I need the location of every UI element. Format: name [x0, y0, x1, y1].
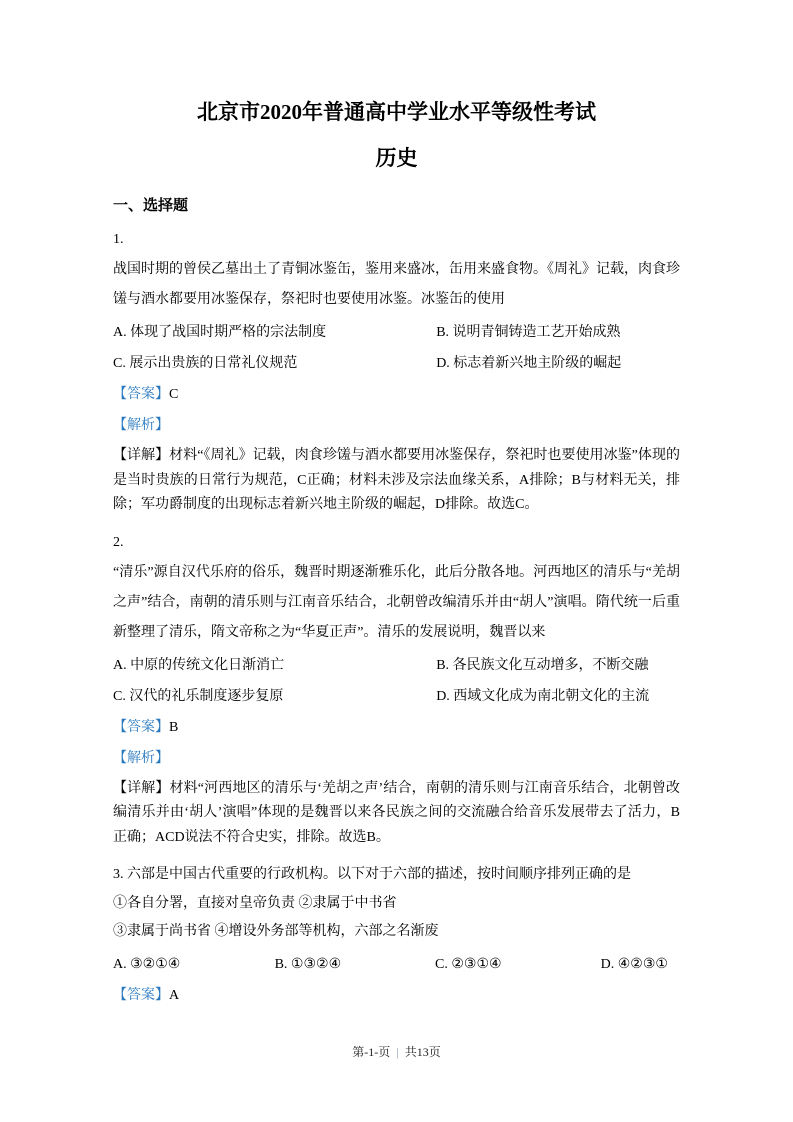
- answer-label: 【答案】: [113, 719, 169, 735]
- analysis-line: [113, 743, 680, 774]
- option-a: A. 中原的传统文化日渐消亡: [113, 657, 285, 673]
- option-d: D. 西域文化成为南北朝文化的主流: [436, 688, 650, 704]
- answer-line: [113, 980, 680, 1011]
- question-stem: “清乐”源自汉代乐府的俗乐，魏晋时期逐渐雅乐化，此后分散各地。河西地区的清乐与“羌胡之声”结合，南朝的清乐则与江南音乐结合，北朝曾改编清乐并由“胡人”演唱。隋代统一后重新整理了清乐，隋文帝称之为“华夏正声”。清乐的发展说明，魏晋以来: [113, 564, 680, 640]
- section-heading: 一、选择题: [113, 198, 189, 215]
- question-number: 2.: [113, 534, 124, 550]
- question-number: 1.: [113, 232, 124, 248]
- option-c: C. ②③①④: [435, 957, 502, 973]
- answer-label: 【答案】: [113, 387, 169, 403]
- answer-value: A: [169, 988, 180, 1004]
- answer-value: C: [169, 387, 179, 403]
- answer-label: 【答案】: [113, 988, 169, 1004]
- analysis-label: 【解析】: [113, 418, 169, 434]
- question-1: [113, 227, 680, 518]
- analysis-line: [113, 410, 680, 441]
- page-footer: [0, 1043, 793, 1060]
- question-3: [113, 860, 680, 1011]
- footer-separator: |: [396, 1045, 399, 1059]
- question-2: [113, 530, 680, 851]
- option-d: D. 标志着新兴地主阶级的崛起: [436, 356, 622, 372]
- footer-page-total: 共13页: [404, 1045, 441, 1059]
- option-b: B. ①③②④: [274, 957, 342, 973]
- answer-value: B: [169, 719, 179, 735]
- options-grid: [113, 949, 680, 980]
- answer-line: [113, 712, 680, 743]
- document-title: 北京市2020年普通高中学业水平等级性考试: [197, 100, 596, 124]
- option-a: A. 体现了战国时期严格的宗法制度: [113, 325, 327, 341]
- option-c: C. 汉代的礼乐制度逐步复原: [113, 688, 284, 704]
- document-subtitle: 历史: [375, 146, 418, 171]
- option-a: A. ③②①④: [113, 957, 181, 973]
- answer-line: [113, 379, 680, 410]
- options-grid: [113, 650, 680, 712]
- question-stem: 战国时期的曾侯乙墓出土了青铜冰鉴缶，鉴用来盛冰，缶用来盛食物。《周礼》记载，肉食珍馐与酒水都要用冰鉴保存，祭祀时也要使用冰鉴。冰鉴缶的使用: [113, 262, 680, 308]
- option-b: B. 各民族文化互动增多，不断交融: [436, 657, 649, 673]
- options-grid: [113, 317, 680, 379]
- analysis-label: 【解析】: [113, 750, 169, 766]
- option-c: C. 展示出贵族的日常礼仪规范: [113, 356, 298, 372]
- statement-line-1: ①各自分署，直接对皇帝负责 ②隶属于中书省: [113, 896, 397, 912]
- question-stem: 3. 六部是中国古代重要的行政机构。以下对于六部的描述，按时间顺序排列正确的是: [113, 867, 631, 883]
- option-b: B. 说明青铜铸造工艺开始成熟: [436, 325, 621, 341]
- option-d: D. ④②③①: [600, 957, 668, 973]
- statement-line-2: ③隶属于尚书省 ④增设外务部等机构，六部之名渐废: [113, 924, 439, 940]
- explanation-text: 【详解】材料“《周礼》记载，肉食珍馐与酒水都要用冰鉴保存，祭祀时也要使用冰鉴”体现的是当时贵族的日常行为规范，C正确；材料未涉及宗法血缘关系，A排除；B与材料无关，排除；军功爵制度的出现标志着新兴地主阶级的崛起，D排除。故选C。: [113, 448, 680, 513]
- explanation-text: 【详解】材料“河西地区的清乐与‘羌胡之声’结合，南朝的清乐则与江南音乐结合，北朝曾改编清乐并由‘胡人’演唱”体现的是魏晋以来各民族之间的交流融合给音乐发展带去了活力，B正确；ACD说法不符合史实，排除。故选B。: [113, 780, 680, 845]
- footer-page-number: 第-1-页: [352, 1045, 391, 1059]
